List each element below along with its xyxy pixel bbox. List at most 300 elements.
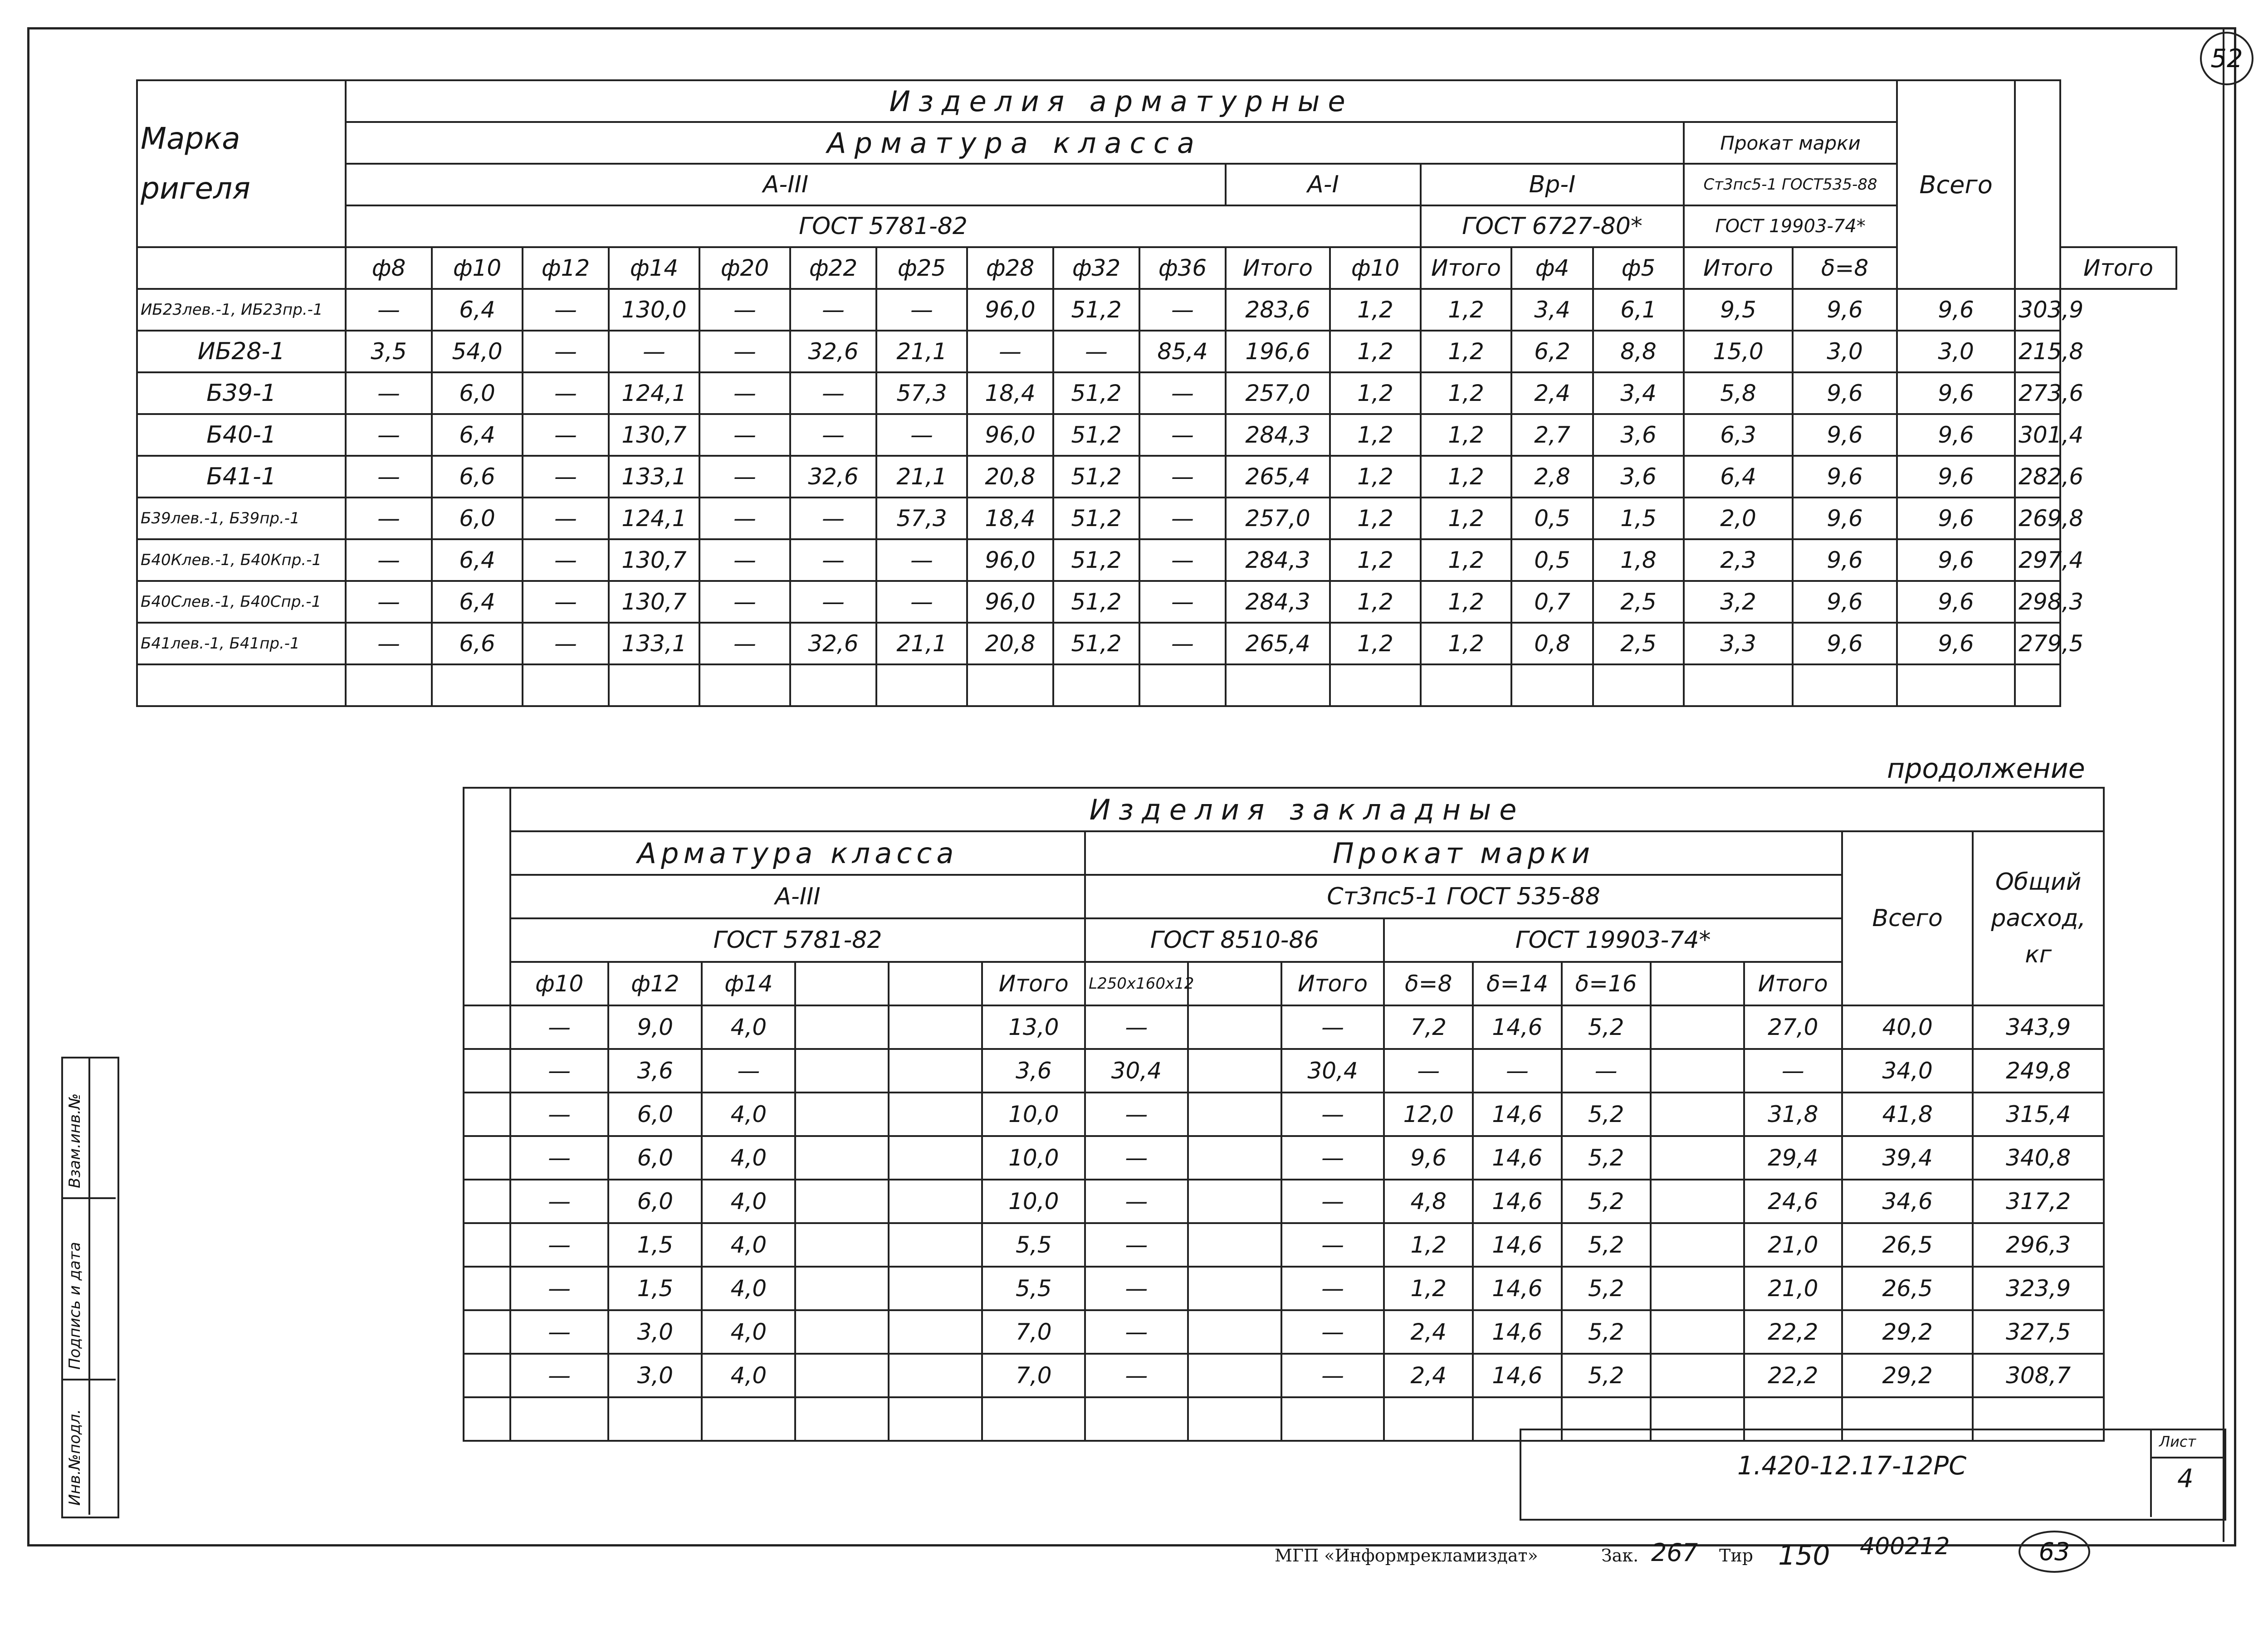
table1-cell: 6,6 [432,456,523,498]
table2-cell: — [1281,1354,1384,1397]
table1-cell: — [346,581,432,623]
table1-cell: 1,2 [1330,623,1421,664]
mark-header-text: Марка ригеля [141,121,250,206]
table1-cell: 2,7 [1511,414,1593,456]
table1-cell: 51,2 [1053,623,1139,664]
table1-row [137,456,2176,498]
table2-cell [795,1005,889,1049]
table1-cell: 1,2 [1330,498,1421,539]
table1-cell: 1,2 [1330,331,1421,372]
total-header: Всего [1897,80,2015,289]
side-stamp-sep [61,1197,116,1199]
table2-cell: 1,5 [608,1223,702,1267]
table1-cell: 279,5 [2015,623,2060,664]
footer-tirage-number: 150 [1778,1540,1830,1571]
table2-cell: 4,0 [702,1310,795,1354]
table2-cell [1188,1049,1281,1093]
column-header [889,962,982,1005]
table1-cell: — [1139,414,1226,456]
table1-cell: — [876,539,967,581]
table2-row [464,1136,2104,1180]
table1-cell: 9,6 [1793,623,1897,664]
table2-cell [1651,1267,1744,1310]
table2-cell: 29,4 [1744,1136,1842,1180]
column-header: ф12 [523,247,609,289]
table2-cell [889,1267,982,1310]
table1-cell: 130,0 [609,289,699,331]
table1-cell: — [790,581,876,623]
table1-cell: — [876,581,967,623]
table2-cell: 24,6 [1744,1180,1842,1223]
table1-cell: — [699,289,790,331]
table1-cell: 1,2 [1421,498,1511,539]
table2-overall-cell: 327,5 [1973,1310,2104,1354]
table2-cell [1651,1049,1744,1093]
table1-cell: 96,0 [967,581,1053,623]
page-number-text: 52 [2210,44,2243,73]
table2-cell: 22,2 [1744,1310,1842,1354]
table1-cell: 0,8 [1511,623,1593,664]
table2-cell: — [510,1093,608,1136]
table2-total-cell: 34,6 [1842,1180,1973,1223]
column-header: ф10 [1330,247,1421,289]
table1-cell: 9,6 [1793,414,1897,456]
table2-cell: 14,6 [1473,1310,1562,1354]
table1-cell: 6,4 [432,539,523,581]
table2-row-margin [464,1267,510,1310]
table2-cell: 12,0 [1384,1093,1473,1136]
table1-row [137,289,2176,331]
table2-cell: 30,4 [1281,1049,1384,1093]
page-number [2200,32,2253,85]
table2-cell: 7,0 [982,1354,1085,1397]
table2-row-margin [464,1005,510,1049]
table1-cell: 298,3 [2015,581,2060,623]
table2-total-cell: 26,5 [1842,1267,1973,1310]
table2-cell [795,1267,889,1310]
table2-cell: 6,0 [608,1093,702,1136]
table1-cell: 32,6 [790,456,876,498]
table1-cell: — [1139,372,1226,414]
table2-cell: — [510,1005,608,1049]
footer-order-number: 267 [1651,1538,1698,1567]
table1-cell: 32,6 [790,623,876,664]
table1-cell: 269,8 [2015,498,2060,539]
table1-cell: 2,3 [1684,539,1793,581]
table2-row-margin [464,1136,510,1180]
table1-cell: — [699,414,790,456]
table1-cell: 3,3 [1684,623,1793,664]
column-header: δ=14 [1473,962,1562,1005]
mark-cell: Б39-1 [137,372,346,414]
gost-a3: ГОСТ 5781-82 [346,205,1421,247]
table1-cell: 2,8 [1511,456,1593,498]
table1-cell: 2,4 [1511,372,1593,414]
table2-cell: — [702,1049,795,1093]
table1-cell: 6,0 [432,372,523,414]
prokat-header: Прокат марки [1684,122,1897,164]
mark-cell: ИБ23лев.-1, ИБ23пр.-1 [137,289,346,331]
table2-armatura-header: Арматура класса [510,831,1085,875]
table1-row [137,539,2176,581]
reinforcement-items-table [136,79,2177,707]
mark-cell: ИБ28-1 [137,331,346,372]
table2-overall-cell: 308,7 [1973,1354,2104,1397]
table1-cell: 51,2 [1053,539,1139,581]
mark-column-blank [137,247,346,289]
table1-cell: 9,6 [1897,581,2015,623]
table1-cell: — [346,414,432,456]
table1-cell: — [346,456,432,498]
column-header: Итого [1421,247,1511,289]
column-header: ф10 [432,247,523,289]
table2-cell: 14,6 [1473,1005,1562,1049]
table2-row [464,1005,2104,1049]
table2-body [464,1005,2104,1397]
table2-row-margin [464,1354,510,1397]
table1-cell: 3,2 [1684,581,1793,623]
table1-cell: 6,2 [1511,331,1593,372]
table1-cell: 257,0 [1226,498,1330,539]
table1-cell: 57,3 [876,372,967,414]
table2-cell: — [1085,1267,1188,1310]
table1-cell: 3,4 [1593,372,1684,414]
table2-cell: — [1085,1223,1188,1267]
side-stamp-sign-date: Подпись и дата [66,1242,84,1370]
table1-cell: — [1139,289,1226,331]
footer-order-label: Зак. [1601,1546,1639,1566]
table1-cell: 1,2 [1330,289,1421,331]
table2-cell: 21,0 [1744,1223,1842,1267]
table2-cell: 6,0 [608,1136,702,1180]
table2-row [464,1093,2104,1136]
gost-prokat: ГОСТ 19903-74* [1684,205,1897,247]
table2-cell: 3,6 [982,1049,1085,1093]
table2-row [464,1223,2104,1267]
table1-cell: 284,3 [1226,414,1330,456]
table2-cell [1188,1180,1281,1223]
table1-cell: 9,6 [1793,456,1897,498]
mark-cell: Б41лев.-1, Б41пр.-1 [137,623,346,664]
overall-header [1973,831,2104,1005]
table2-cell [795,1310,889,1354]
table2-cell: 4,0 [702,1267,795,1310]
table1-cell: 1,2 [1330,539,1421,581]
table2-cell: — [1281,1310,1384,1354]
footer-code: 400212 [1860,1533,1950,1560]
table1-cell: 3,4 [1511,289,1593,331]
table2-cell [889,1049,982,1093]
table2-cell: 5,2 [1562,1093,1651,1136]
table1-cell: 6,4 [432,581,523,623]
table2-overall-cell: 315,4 [1973,1093,2104,1136]
table1-cell: — [967,331,1053,372]
table2-cell: — [1085,1136,1188,1180]
table2-cell: 27,0 [1744,1005,1842,1049]
table2-cell: 14,6 [1473,1136,1562,1180]
table2-cell: 14,6 [1473,1267,1562,1310]
table2-cell: 14,6 [1473,1223,1562,1267]
table2-cell: 14,6 [1473,1093,1562,1136]
table2-cell [889,1093,982,1136]
mark-cell: Б40-1 [137,414,346,456]
table2-cell: 5,2 [1562,1136,1651,1180]
table1-cell: 133,1 [609,623,699,664]
column-header: ф8 [346,247,432,289]
table1-body [137,289,2176,664]
table1-cell: 51,2 [1053,498,1139,539]
table1-cell: 1,2 [1421,289,1511,331]
table1-row [137,581,2176,623]
class-a1: А-I [1226,164,1421,205]
table2-cell: 4,0 [702,1136,795,1180]
table2-cell: — [510,1310,608,1354]
table1-cell: 9,6 [1793,581,1897,623]
column-header: Итого [2060,247,2176,289]
table1-cell: — [699,623,790,664]
table2-cell [795,1049,889,1093]
frame-right-line [2223,27,2224,1542]
column-header: Итого [1684,247,1793,289]
table1-cell: — [523,623,609,664]
table1-cell: 9,6 [1897,414,2015,456]
table1-cell: 96,0 [967,414,1053,456]
table1-cell: — [523,456,609,498]
column-header: L250x160x12 [1085,962,1188,1005]
table1-cell: 2,5 [1593,581,1684,623]
table1-cell: — [699,539,790,581]
table2-cell: 4,8 [1384,1180,1473,1223]
table2-cell: 7,0 [982,1310,1085,1354]
column-header: ф14 [702,962,795,1005]
table1-cell: 51,2 [1053,372,1139,414]
table2-cell [1651,1223,1744,1267]
table1-cell: 196,6 [1226,331,1330,372]
column-header: δ=8 [1793,247,1897,289]
side-stamp-inv-orig: Инв.№подл. [66,1409,84,1506]
table1-cell: 3,5 [346,331,432,372]
table2-cell: 2,4 [1384,1354,1473,1397]
table1-cell: 0,7 [1511,581,1593,623]
table1-cell: — [1139,539,1226,581]
table2-cell [889,1180,982,1223]
table1-cell: 1,8 [1593,539,1684,581]
table1-cell: 6,4 [432,414,523,456]
side-stamp-replace-inv: Взам.инв.№ [66,1093,84,1188]
table2-cell: — [1384,1049,1473,1093]
table2-cell: 5,2 [1562,1354,1651,1397]
mark-header [137,80,346,247]
table2-cell [1188,1310,1281,1354]
table1-cell: — [790,289,876,331]
table2-cell [889,1223,982,1267]
table1-cell: 18,4 [967,372,1053,414]
table1-cell: 8,8 [1593,331,1684,372]
table2-cell: 13,0 [982,1005,1085,1049]
table2-total-cell: 41,8 [1842,1093,1973,1136]
table1-cell: 9,6 [1897,498,2015,539]
table2-cell: — [1085,1005,1188,1049]
table2-total-cell: 39,4 [1842,1136,1973,1180]
title-block-sheet-sep [2150,1457,2223,1458]
footer-circled-text: 63 [2038,1537,2070,1566]
table2-total-cell: 26,5 [1842,1223,1973,1267]
prokat-steel: Ст3пс5-1 ГОСТ535-88 [1684,164,1897,205]
table2-cell: 5,2 [1562,1180,1651,1223]
table1-cell: 20,8 [967,456,1053,498]
table1-cell: 1,2 [1421,581,1511,623]
column-header: δ=16 [1562,962,1651,1005]
table2-cell: 30,4 [1085,1049,1188,1093]
class-a3: А-III [346,164,1226,205]
table2-gost-a3: ГОСТ 5781-82 [510,918,1085,962]
table2-cell: 4,0 [702,1354,795,1397]
table1-cell: 130,7 [609,581,699,623]
table1-cell: 51,2 [1053,414,1139,456]
table1-right-margin [2015,80,2060,289]
table1-cell: — [790,539,876,581]
table1-cell: — [790,498,876,539]
table1-cell: 1,2 [1421,623,1511,664]
table1-empty-row [137,664,2176,706]
armatura-header: Арматура класса [346,122,1684,164]
table1-cell: — [346,498,432,539]
table2-cell: 4,0 [702,1005,795,1049]
table2-cell: 9,0 [608,1005,702,1049]
table2-overall-cell: 317,2 [1973,1180,2104,1223]
table1-cell: 265,4 [1226,456,1330,498]
side-stamp-divider [88,1057,90,1515]
sheet-label: Лист [2159,1433,2196,1450]
table2-cell: — [1085,1310,1188,1354]
column-header: ф28 [967,247,1053,289]
table1-row [137,623,2176,664]
table1-cell: 5,8 [1684,372,1793,414]
table1-cell: 21,1 [876,623,967,664]
title-block-divider [2150,1429,2152,1517]
table1-row [137,372,2176,414]
table1-cell: 2,5 [1593,623,1684,664]
table2-cell [889,1310,982,1354]
table2-cell: — [1281,1093,1384,1136]
table1-row [137,331,2176,372]
table1-cell: 51,2 [1053,456,1139,498]
table2-cell [795,1354,889,1397]
table2-row [464,1049,2104,1093]
sheet-number: 4 [2177,1464,2194,1493]
table1-cell: 301,4 [2015,414,2060,456]
column-header: ф10 [510,962,608,1005]
table2-cell [889,1354,982,1397]
table1-cell: 284,3 [1226,539,1330,581]
table2-cell: 1,2 [1384,1267,1473,1310]
table2-cell [1188,1223,1281,1267]
table1-cell: 0,5 [1511,498,1593,539]
table1-cell: — [523,539,609,581]
table1-cell: 1,2 [1330,372,1421,414]
table1-cell: — [876,289,967,331]
column-header: ф20 [699,247,790,289]
table1-title: Изделия арматурные [346,80,1897,122]
table1-cell: — [790,414,876,456]
table1-cell: 3,0 [1897,331,2015,372]
table1-cell: 303,9 [2015,289,2060,331]
table2-row [464,1354,2104,1397]
table2-cell: — [510,1180,608,1223]
table1-cell: 21,1 [876,456,967,498]
table1-cell: 96,0 [967,539,1053,581]
column-header: Итого [1226,247,1330,289]
table1-cell: 9,5 [1684,289,1793,331]
class-bp1: Вр-I [1421,164,1684,205]
column-header: Итого [1281,962,1384,1005]
column-header: δ=8 [1384,962,1473,1005]
table1-cell: 6,6 [432,623,523,664]
column-header: ф14 [609,247,699,289]
table2-cell: 14,6 [1473,1354,1562,1397]
column-header: ф12 [608,962,702,1005]
table2-row-margin [464,1180,510,1223]
table1-cell: — [523,372,609,414]
table1-cell: 3,0 [1793,331,1897,372]
table2-cell: 1,2 [1384,1223,1473,1267]
table1-cell: — [699,498,790,539]
side-stamp-sep [61,1379,116,1380]
table2-cell: 31,8 [1744,1093,1842,1136]
continuation-label: продолжение [1887,753,2085,785]
table1-cell: 9,6 [1897,289,2015,331]
table1-cell: 6,3 [1684,414,1793,456]
table2-prokat-steel: Ст3пс5-1 ГОСТ 535-88 [1085,875,1842,918]
table1-row [137,498,2176,539]
table2-cell: 4,0 [702,1223,795,1267]
table2-row [464,1180,2104,1223]
table2-cell: — [510,1049,608,1093]
table2-cell [1651,1180,1744,1223]
table2-cell [889,1136,982,1180]
table2-cell: 5,5 [982,1267,1085,1310]
table2-cell: — [510,1267,608,1310]
table2-total-cell: 29,2 [1842,1354,1973,1397]
embedded-items-table [463,787,2105,1442]
table2-total-header: Всего [1842,831,1973,1005]
table1-cell: 124,1 [609,498,699,539]
table2-cell: — [1281,1180,1384,1223]
table2-cell: 1,5 [608,1267,702,1310]
column-header [1651,962,1744,1005]
table1-cell: — [609,331,699,372]
table2-gost-19903: ГОСТ 19903-74* [1384,918,1842,962]
table1-cell: 283,6 [1226,289,1330,331]
table1-cell: 133,1 [609,456,699,498]
table2-cell [1651,1005,1744,1049]
table1-cell: 297,4 [2015,539,2060,581]
table2-total-cell: 40,0 [1842,1005,1973,1049]
table1-cell: — [699,372,790,414]
table2-cell: 5,5 [982,1223,1085,1267]
table2-cell: — [510,1223,608,1267]
table2-cell [795,1136,889,1180]
table2-cell: 5,2 [1562,1223,1651,1267]
table1-cell: 1,2 [1421,539,1511,581]
column-header [1188,962,1281,1005]
table2-cell: — [510,1354,608,1397]
table2-cell: 5,2 [1562,1310,1651,1354]
table2-cell: — [1473,1049,1562,1093]
table2-gost-8510: ГОСТ 8510-86 [1085,918,1384,962]
table2-cell [1188,1093,1281,1136]
table1-cell: — [1139,581,1226,623]
